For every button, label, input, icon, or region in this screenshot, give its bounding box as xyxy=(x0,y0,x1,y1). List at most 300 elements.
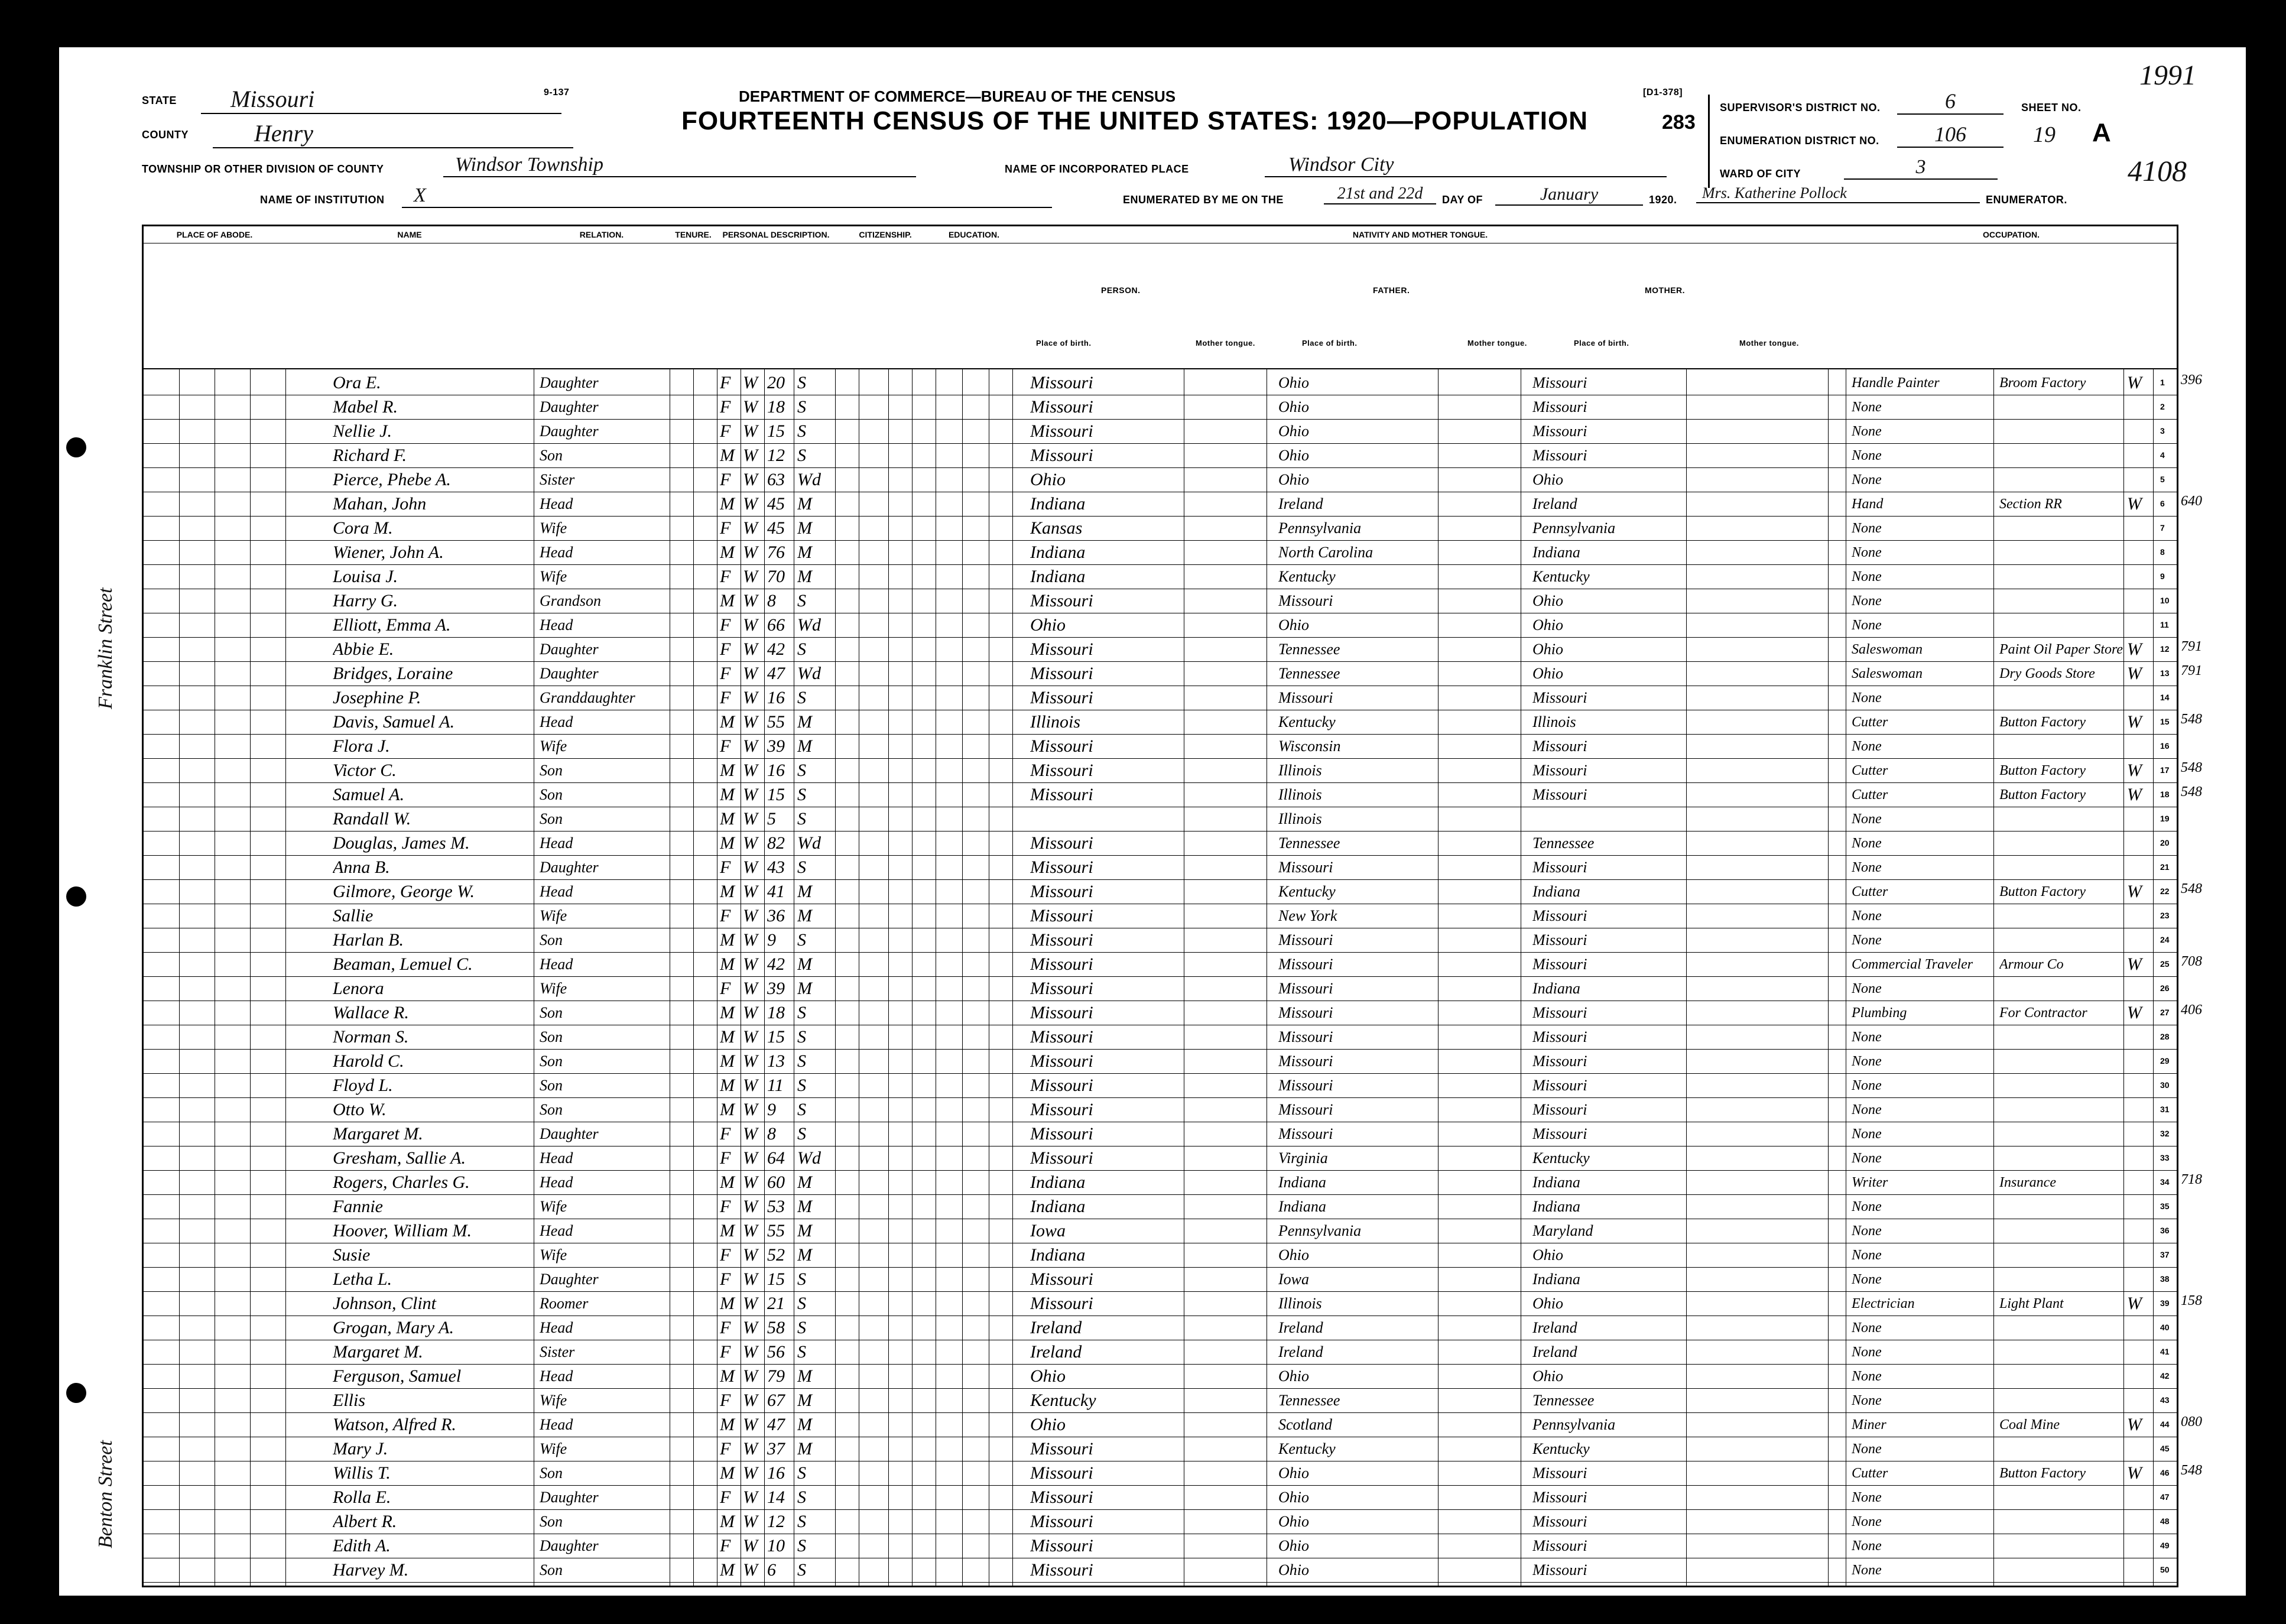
column-rule xyxy=(693,368,694,1586)
sex-cell: M xyxy=(720,543,735,562)
name-cell: Richard F. xyxy=(333,446,407,465)
age-cell: 16 xyxy=(767,1463,785,1483)
line-number: 30 xyxy=(2160,1080,2170,1090)
birthplace-cell: Ohio xyxy=(1030,1415,1066,1434)
mother-birthplace-cell: Pennsylvania xyxy=(1532,1416,1616,1433)
name-cell: Nellie J. xyxy=(333,421,392,441)
sex-cell: F xyxy=(720,1318,731,1337)
line-number: 18 xyxy=(2160,790,2170,799)
form-code: 9-137 xyxy=(544,87,570,98)
line-number: 47 xyxy=(2160,1492,2170,1502)
marital-cell: S xyxy=(797,930,806,950)
mother-birthplace-cell: Missouri xyxy=(1532,398,1587,415)
enumeration-label: ENUMERATION DISTRICT NO. xyxy=(1720,135,1879,147)
industry-cell: Button Factory xyxy=(1999,763,2086,778)
mother-birthplace-cell: Pennsylvania xyxy=(1532,519,1616,537)
relation-cell: Head xyxy=(540,1416,573,1433)
birthplace-cell: Missouri xyxy=(1030,1487,1093,1507)
relation-cell: Wife xyxy=(540,568,567,585)
sex-cell: M xyxy=(720,1003,735,1022)
marital-cell: S xyxy=(797,1463,806,1483)
sex-cell: M xyxy=(720,882,735,901)
marital-cell: S xyxy=(797,1003,806,1022)
occupation-cell: None xyxy=(1852,981,1882,996)
race-cell: W xyxy=(743,761,758,780)
birthplace-cell: Missouri xyxy=(1030,979,1093,998)
sex-cell: F xyxy=(720,979,731,998)
father-birthplace-cell: Kentucky xyxy=(1278,568,1336,585)
race-cell: W xyxy=(743,736,758,756)
marital-cell: S xyxy=(797,1560,806,1580)
marital-cell: M xyxy=(797,882,812,901)
sex-cell: M xyxy=(720,1294,735,1313)
relation-cell: Wife xyxy=(540,907,567,924)
occupation-cell: None xyxy=(1852,448,1882,463)
father-birthplace-cell: Kentucky xyxy=(1278,1440,1336,1457)
father-birthplace-cell: Missouri xyxy=(1278,1004,1333,1021)
row-rule xyxy=(144,1194,2177,1195)
occupation-cell: Saleswoman xyxy=(1852,666,1923,681)
relation-cell: Daughter xyxy=(540,1489,599,1506)
marital-cell: Wd xyxy=(797,1148,821,1168)
race-cell: W xyxy=(743,1366,758,1386)
birthplace-cell: Missouri xyxy=(1030,1269,1093,1289)
line-number: 32 xyxy=(2160,1129,2170,1138)
name-cell: Johnson, Clint xyxy=(333,1294,437,1313)
relation-cell: Son xyxy=(540,1464,563,1482)
father-birthplace-cell: Missouri xyxy=(1278,980,1333,997)
occupation-cell: None xyxy=(1852,472,1882,488)
row-rule xyxy=(144,879,2177,880)
relation-cell: Son xyxy=(540,931,563,949)
sheet-letter: A xyxy=(2092,118,2111,147)
race-cell: W xyxy=(743,979,758,998)
marital-cell: S xyxy=(797,397,806,417)
marital-cell: S xyxy=(797,1027,806,1047)
relation-cell: Son xyxy=(540,786,563,803)
line-number: 24 xyxy=(2160,935,2170,944)
birthplace-cell: Missouri xyxy=(1030,736,1093,756)
occupation-cell: Electrician xyxy=(1852,1296,1915,1311)
name-cell: Bridges, Loraine xyxy=(333,664,453,683)
occupation-cell: None xyxy=(1852,1102,1882,1118)
mother-birthplace-cell: Ohio xyxy=(1532,1246,1563,1264)
race-cell: W xyxy=(743,1463,758,1483)
birthplace-cell: Missouri xyxy=(1030,1076,1093,1095)
relation-cell: Granddaughter xyxy=(540,689,635,706)
margin-code: 548 xyxy=(2181,1463,2202,1478)
binder-hole xyxy=(66,437,86,457)
subhead-father: FATHER. xyxy=(1373,285,1410,295)
sex-cell: M xyxy=(720,1172,735,1192)
sex-cell: M xyxy=(720,494,735,514)
father-birthplace-cell: Pennsylvania xyxy=(1278,519,1362,537)
column-rule xyxy=(1012,368,1013,1586)
mother-birthplace-cell: Indiana xyxy=(1532,1174,1580,1191)
marital-cell: M xyxy=(797,1197,812,1216)
name-cell: Mabel R. xyxy=(333,397,398,417)
occupation-cell: None xyxy=(1852,1054,1882,1069)
relation-cell: Head xyxy=(540,1174,573,1191)
sex-cell: F xyxy=(720,1269,731,1289)
occupation-cell: Cutter xyxy=(1852,787,1888,803)
birthplace-cell: Missouri xyxy=(1030,1051,1093,1071)
class-cell: W xyxy=(2127,639,2142,659)
age-cell: 14 xyxy=(767,1487,785,1507)
sex-cell: F xyxy=(720,1342,731,1362)
birthplace-cell: Missouri xyxy=(1030,1536,1093,1555)
relation-cell: Wife xyxy=(540,519,567,537)
name-cell: Lenora xyxy=(333,979,384,998)
relation-cell: Head xyxy=(540,544,573,561)
name-cell: Sallie xyxy=(333,906,374,925)
birthplace-cell: Missouri xyxy=(1030,1560,1093,1580)
race-cell: W xyxy=(743,712,758,732)
marital-cell: S xyxy=(797,1318,806,1337)
marital-cell: M xyxy=(797,1221,812,1240)
marital-cell: S xyxy=(797,1294,806,1313)
race-cell: W xyxy=(743,1172,758,1192)
mother-birthplace-cell: Ohio xyxy=(1532,1368,1563,1385)
age-cell: 16 xyxy=(767,761,785,780)
relation-cell: Daughter xyxy=(540,1271,599,1288)
relation-cell: Son xyxy=(540,1513,563,1530)
occupation-cell: None xyxy=(1852,1151,1882,1166)
relation-cell: Head xyxy=(540,1222,573,1239)
father-birthplace-cell: Ohio xyxy=(1278,1489,1309,1506)
name-cell: Wiener, John A. xyxy=(333,543,444,562)
birthplace-cell: Missouri xyxy=(1030,1512,1093,1531)
line-number: 1 xyxy=(2160,378,2165,387)
father-birthplace-cell: Missouri xyxy=(1278,1028,1333,1045)
mother-birthplace-cell: Missouri xyxy=(1532,1464,1587,1482)
row-rule xyxy=(144,1073,2177,1074)
row-rule xyxy=(144,443,2177,444)
mother-birthplace-cell: Missouri xyxy=(1532,1513,1587,1530)
father-birthplace-cell: Tennessee xyxy=(1278,665,1340,682)
name-cell: Gilmore, George W. xyxy=(333,882,475,901)
sex-cell: F xyxy=(720,470,731,489)
marital-cell: S xyxy=(797,1342,806,1362)
age-cell: 60 xyxy=(767,1172,785,1192)
mother-birthplace-cell: Missouri xyxy=(1532,1053,1587,1070)
line-number: 21 xyxy=(2160,862,2170,872)
sex-cell: F xyxy=(720,1536,731,1555)
father-birthplace-cell: Pennsylvania xyxy=(1278,1222,1362,1239)
occupation-cell: Plumbing xyxy=(1852,1005,1907,1021)
column-rule xyxy=(1686,368,1687,1586)
row-rule xyxy=(144,516,2177,517)
birthplace-cell: Missouri xyxy=(1030,1294,1093,1313)
industry-cell: Button Factory xyxy=(1999,1466,2086,1481)
occupation-cell: Miner xyxy=(1852,1417,1886,1433)
name-cell: Letha L. xyxy=(333,1269,392,1289)
birthplace-cell: Indiana xyxy=(1030,543,1086,562)
marital-cell: S xyxy=(797,1076,806,1095)
sex-cell: F xyxy=(720,1197,731,1216)
age-cell: 8 xyxy=(767,591,776,610)
subhead-mother-tongue: Mother tongue. xyxy=(1196,339,1255,347)
marital-cell: S xyxy=(797,1269,806,1289)
relation-cell: Wife xyxy=(540,1198,567,1215)
mother-birthplace-cell: Ireland xyxy=(1532,1319,1577,1336)
marital-cell: M xyxy=(797,567,812,586)
birthplace-cell: Missouri xyxy=(1030,1148,1093,1168)
sex-cell: F xyxy=(720,906,731,925)
father-birthplace-cell: Illinois xyxy=(1278,762,1322,779)
name-cell: Wallace R. xyxy=(333,1003,409,1022)
marital-cell: S xyxy=(797,1051,806,1071)
name-cell: Mary J. xyxy=(333,1439,388,1459)
sex-cell: M xyxy=(720,1051,735,1071)
industry-cell: Armour Co xyxy=(1999,957,2064,972)
mother-birthplace-cell: Missouri xyxy=(1532,859,1587,876)
year-label: 1920. xyxy=(1649,194,1677,206)
birthplace-cell: Missouri xyxy=(1030,930,1093,950)
race-cell: W xyxy=(743,882,758,901)
subhead-mother-tongue: Mother tongue. xyxy=(1739,339,1799,347)
line-number: 13 xyxy=(2160,668,2170,678)
relation-cell: Head xyxy=(540,1319,573,1336)
occupation-cell: None xyxy=(1852,1563,1882,1578)
name-cell: Harlan B. xyxy=(333,930,404,950)
line-number: 6 xyxy=(2160,499,2165,508)
form-designation: [D1-378] xyxy=(1643,87,1683,98)
age-cell: 47 xyxy=(767,664,785,683)
industry-cell: Button Factory xyxy=(1999,787,2086,803)
header-rule xyxy=(144,368,2177,369)
occupation-cell: None xyxy=(1852,811,1882,827)
row-rule xyxy=(144,855,2177,856)
relation-cell: Wife xyxy=(540,1440,567,1457)
occupation-cell: None xyxy=(1852,1199,1882,1214)
father-birthplace-cell: Tennessee xyxy=(1278,834,1340,852)
occupation-cell: None xyxy=(1852,836,1882,851)
row-rule xyxy=(144,1170,2177,1171)
occupation-cell: None xyxy=(1852,1078,1882,1093)
relation-cell: Grandson xyxy=(540,592,602,609)
row-rule xyxy=(144,637,2177,638)
birthplace-cell: Missouri xyxy=(1030,1003,1093,1022)
occupation-cell: None xyxy=(1852,1029,1882,1045)
age-cell: 9 xyxy=(767,1100,776,1119)
age-cell: 37 xyxy=(767,1439,785,1459)
birthplace-cell: Indiana xyxy=(1030,494,1086,514)
line-number: 8 xyxy=(2160,547,2165,557)
occupation-cell: None xyxy=(1852,1369,1882,1384)
name-cell: Harvey M. xyxy=(333,1560,409,1580)
race-cell: W xyxy=(743,446,758,465)
marital-cell: M xyxy=(797,1366,812,1386)
corner-number-2: 4108 xyxy=(2128,154,2187,187)
mother-birthplace-cell: Ireland xyxy=(1532,1343,1577,1360)
race-cell: W xyxy=(743,373,758,392)
supervisor-label: SUPERVISOR'S DISTRICT NO. xyxy=(1720,102,1881,113)
mother-birthplace-cell: Illinois xyxy=(1532,713,1576,730)
sex-cell: F xyxy=(720,1487,731,1507)
marital-cell: S xyxy=(797,858,806,877)
row-rule xyxy=(144,734,2177,735)
age-cell: 70 xyxy=(767,567,785,586)
occupation-cell: Handle Painter xyxy=(1852,375,1940,391)
birthplace-cell: Kentucky xyxy=(1030,1391,1096,1410)
birthplace-cell: Missouri xyxy=(1030,1124,1093,1144)
relation-cell: Son xyxy=(540,447,563,464)
mother-birthplace-cell: Kentucky xyxy=(1532,568,1590,585)
father-birthplace-cell: Tennessee xyxy=(1278,1392,1340,1409)
race-cell: W xyxy=(743,1124,758,1144)
birthplace-cell: Missouri xyxy=(1030,882,1093,901)
name-cell: Edith A. xyxy=(333,1536,391,1555)
marital-cell: S xyxy=(797,1512,806,1531)
father-birthplace-cell: Ohio xyxy=(1278,1513,1309,1530)
race-cell: W xyxy=(743,833,758,853)
group-abode: PLACE OF ABODE. xyxy=(144,226,285,243)
margin-code: 396 xyxy=(2181,372,2202,388)
group-relation: RELATION. xyxy=(534,226,670,243)
row-rule xyxy=(144,1388,2177,1389)
occupation-cell: None xyxy=(1852,1344,1882,1360)
name-cell: Ellis xyxy=(333,1391,366,1410)
line-number: 12 xyxy=(2160,644,2170,654)
name-cell: Susie xyxy=(333,1245,371,1265)
mother-birthplace-cell: Maryland xyxy=(1532,1222,1593,1239)
column-rule xyxy=(1993,368,1994,1586)
relation-cell: Head xyxy=(540,883,573,900)
marital-cell: M xyxy=(797,1172,812,1192)
census-sheet xyxy=(59,47,2246,1596)
line-number: 29 xyxy=(2160,1056,2170,1066)
birthplace-cell: Missouri xyxy=(1030,761,1093,780)
father-birthplace-cell: Kentucky xyxy=(1278,883,1336,900)
father-birthplace-cell: Ohio xyxy=(1278,1246,1309,1264)
mother-birthplace-cell: Ohio xyxy=(1532,665,1563,682)
mother-birthplace-cell: Missouri xyxy=(1532,1004,1587,1021)
industry-cell: Broom Factory xyxy=(1999,375,2086,391)
name-cell: Margaret M. xyxy=(333,1342,423,1362)
marital-cell: S xyxy=(797,421,806,441)
father-birthplace-cell: Missouri xyxy=(1278,956,1333,973)
row-rule xyxy=(144,782,2177,783)
race-cell: W xyxy=(743,1076,758,1095)
line-number: 20 xyxy=(2160,838,2170,847)
relation-cell: Head xyxy=(540,1149,573,1167)
relation-cell: Head xyxy=(540,1368,573,1385)
mother-birthplace-cell: Missouri xyxy=(1532,1561,1587,1578)
race-cell: W xyxy=(743,1027,758,1047)
sex-cell: M xyxy=(720,1366,735,1386)
line-number: 15 xyxy=(2160,717,2170,726)
birthplace-cell: Iowa xyxy=(1030,1221,1066,1240)
mother-birthplace-cell: Missouri xyxy=(1532,689,1587,706)
race-cell: W xyxy=(743,1391,758,1410)
father-birthplace-cell: Missouri xyxy=(1278,689,1333,706)
sex-cell: M xyxy=(720,1221,735,1240)
line-number: 41 xyxy=(2160,1347,2170,1356)
father-birthplace-cell: Ohio xyxy=(1278,1537,1309,1554)
subhead-place-of-birth: Place of birth. xyxy=(1302,339,1358,347)
age-cell: 13 xyxy=(767,1051,785,1071)
father-birthplace-cell: Illinois xyxy=(1278,786,1322,803)
race-cell: W xyxy=(743,1487,758,1507)
marital-cell: Wd xyxy=(797,833,821,853)
sex-cell: M xyxy=(720,591,735,610)
race-cell: W xyxy=(743,1197,758,1216)
birthplace-cell: Indiana xyxy=(1030,1172,1086,1192)
relation-cell: Son xyxy=(540,1053,563,1070)
name-cell: Beaman, Lemuel C. xyxy=(333,954,473,974)
corner-number-1: 1991 xyxy=(2139,60,2196,91)
sex-cell: M xyxy=(720,761,735,780)
binder-hole xyxy=(66,1383,86,1403)
margin-code: 158 xyxy=(2181,1293,2202,1308)
column-rule xyxy=(2123,368,2124,1586)
month-value: January xyxy=(1495,184,1643,206)
relation-cell: Son xyxy=(540,762,563,779)
sex-cell: F xyxy=(720,688,731,707)
mother-birthplace-cell: Tennessee xyxy=(1532,1392,1595,1409)
mother-birthplace-cell: Missouri xyxy=(1532,956,1587,973)
marital-cell: S xyxy=(797,1124,806,1144)
name-cell: Cora M. xyxy=(333,518,393,538)
sex-cell: M xyxy=(720,809,735,829)
line-number: 48 xyxy=(2160,1516,2170,1526)
line-number: 45 xyxy=(2160,1444,2170,1453)
row-rule xyxy=(144,661,2177,662)
name-cell: Douglas, James M. xyxy=(333,833,470,853)
age-cell: 52 xyxy=(767,1245,785,1265)
name-cell: Watson, Alfred R. xyxy=(333,1415,456,1434)
occupation-cell: None xyxy=(1852,1223,1882,1239)
line-number: 46 xyxy=(2160,1468,2170,1477)
marital-cell: M xyxy=(797,494,812,514)
marital-cell: M xyxy=(797,712,812,732)
line-number: 33 xyxy=(2160,1153,2170,1162)
father-birthplace-cell: Illinois xyxy=(1278,810,1322,827)
mother-birthplace-cell: Missouri xyxy=(1532,738,1587,755)
race-cell: W xyxy=(743,858,758,877)
father-birthplace-cell: Kentucky xyxy=(1278,713,1336,730)
row-rule xyxy=(144,1049,2177,1050)
line-number: 42 xyxy=(2160,1371,2170,1381)
mother-birthplace-cell: Indiana xyxy=(1532,544,1580,561)
row-rule xyxy=(144,1485,2177,1486)
occupation-cell: Writer xyxy=(1852,1175,1888,1190)
township-value: Windsor Township xyxy=(443,154,916,177)
margin-code: 080 xyxy=(2181,1414,2202,1430)
state-value: Missouri xyxy=(201,85,561,114)
marital-cell: S xyxy=(797,1487,806,1507)
line-number: 43 xyxy=(2160,1395,2170,1405)
street-note-benton: Benton Street xyxy=(95,1440,116,1548)
sex-cell: M xyxy=(720,1100,735,1119)
row-rule xyxy=(144,1412,2177,1413)
occupation-cell: Cutter xyxy=(1852,714,1888,730)
sex-cell: M xyxy=(720,712,735,732)
mother-birthplace-cell: Missouri xyxy=(1532,1101,1587,1118)
age-cell: 12 xyxy=(767,446,785,465)
birthplace-cell: Kansas xyxy=(1030,518,1083,538)
age-cell: 42 xyxy=(767,639,785,659)
birthplace-cell: Ohio xyxy=(1030,615,1066,635)
sex-cell: M xyxy=(720,833,735,853)
father-birthplace-cell: Missouri xyxy=(1278,931,1333,949)
marital-cell: M xyxy=(797,954,812,974)
age-cell: 15 xyxy=(767,785,785,804)
county-value: Henry xyxy=(213,119,573,148)
mother-birthplace-cell: Indiana xyxy=(1532,1198,1580,1215)
occupation-cell: None xyxy=(1852,1272,1882,1287)
